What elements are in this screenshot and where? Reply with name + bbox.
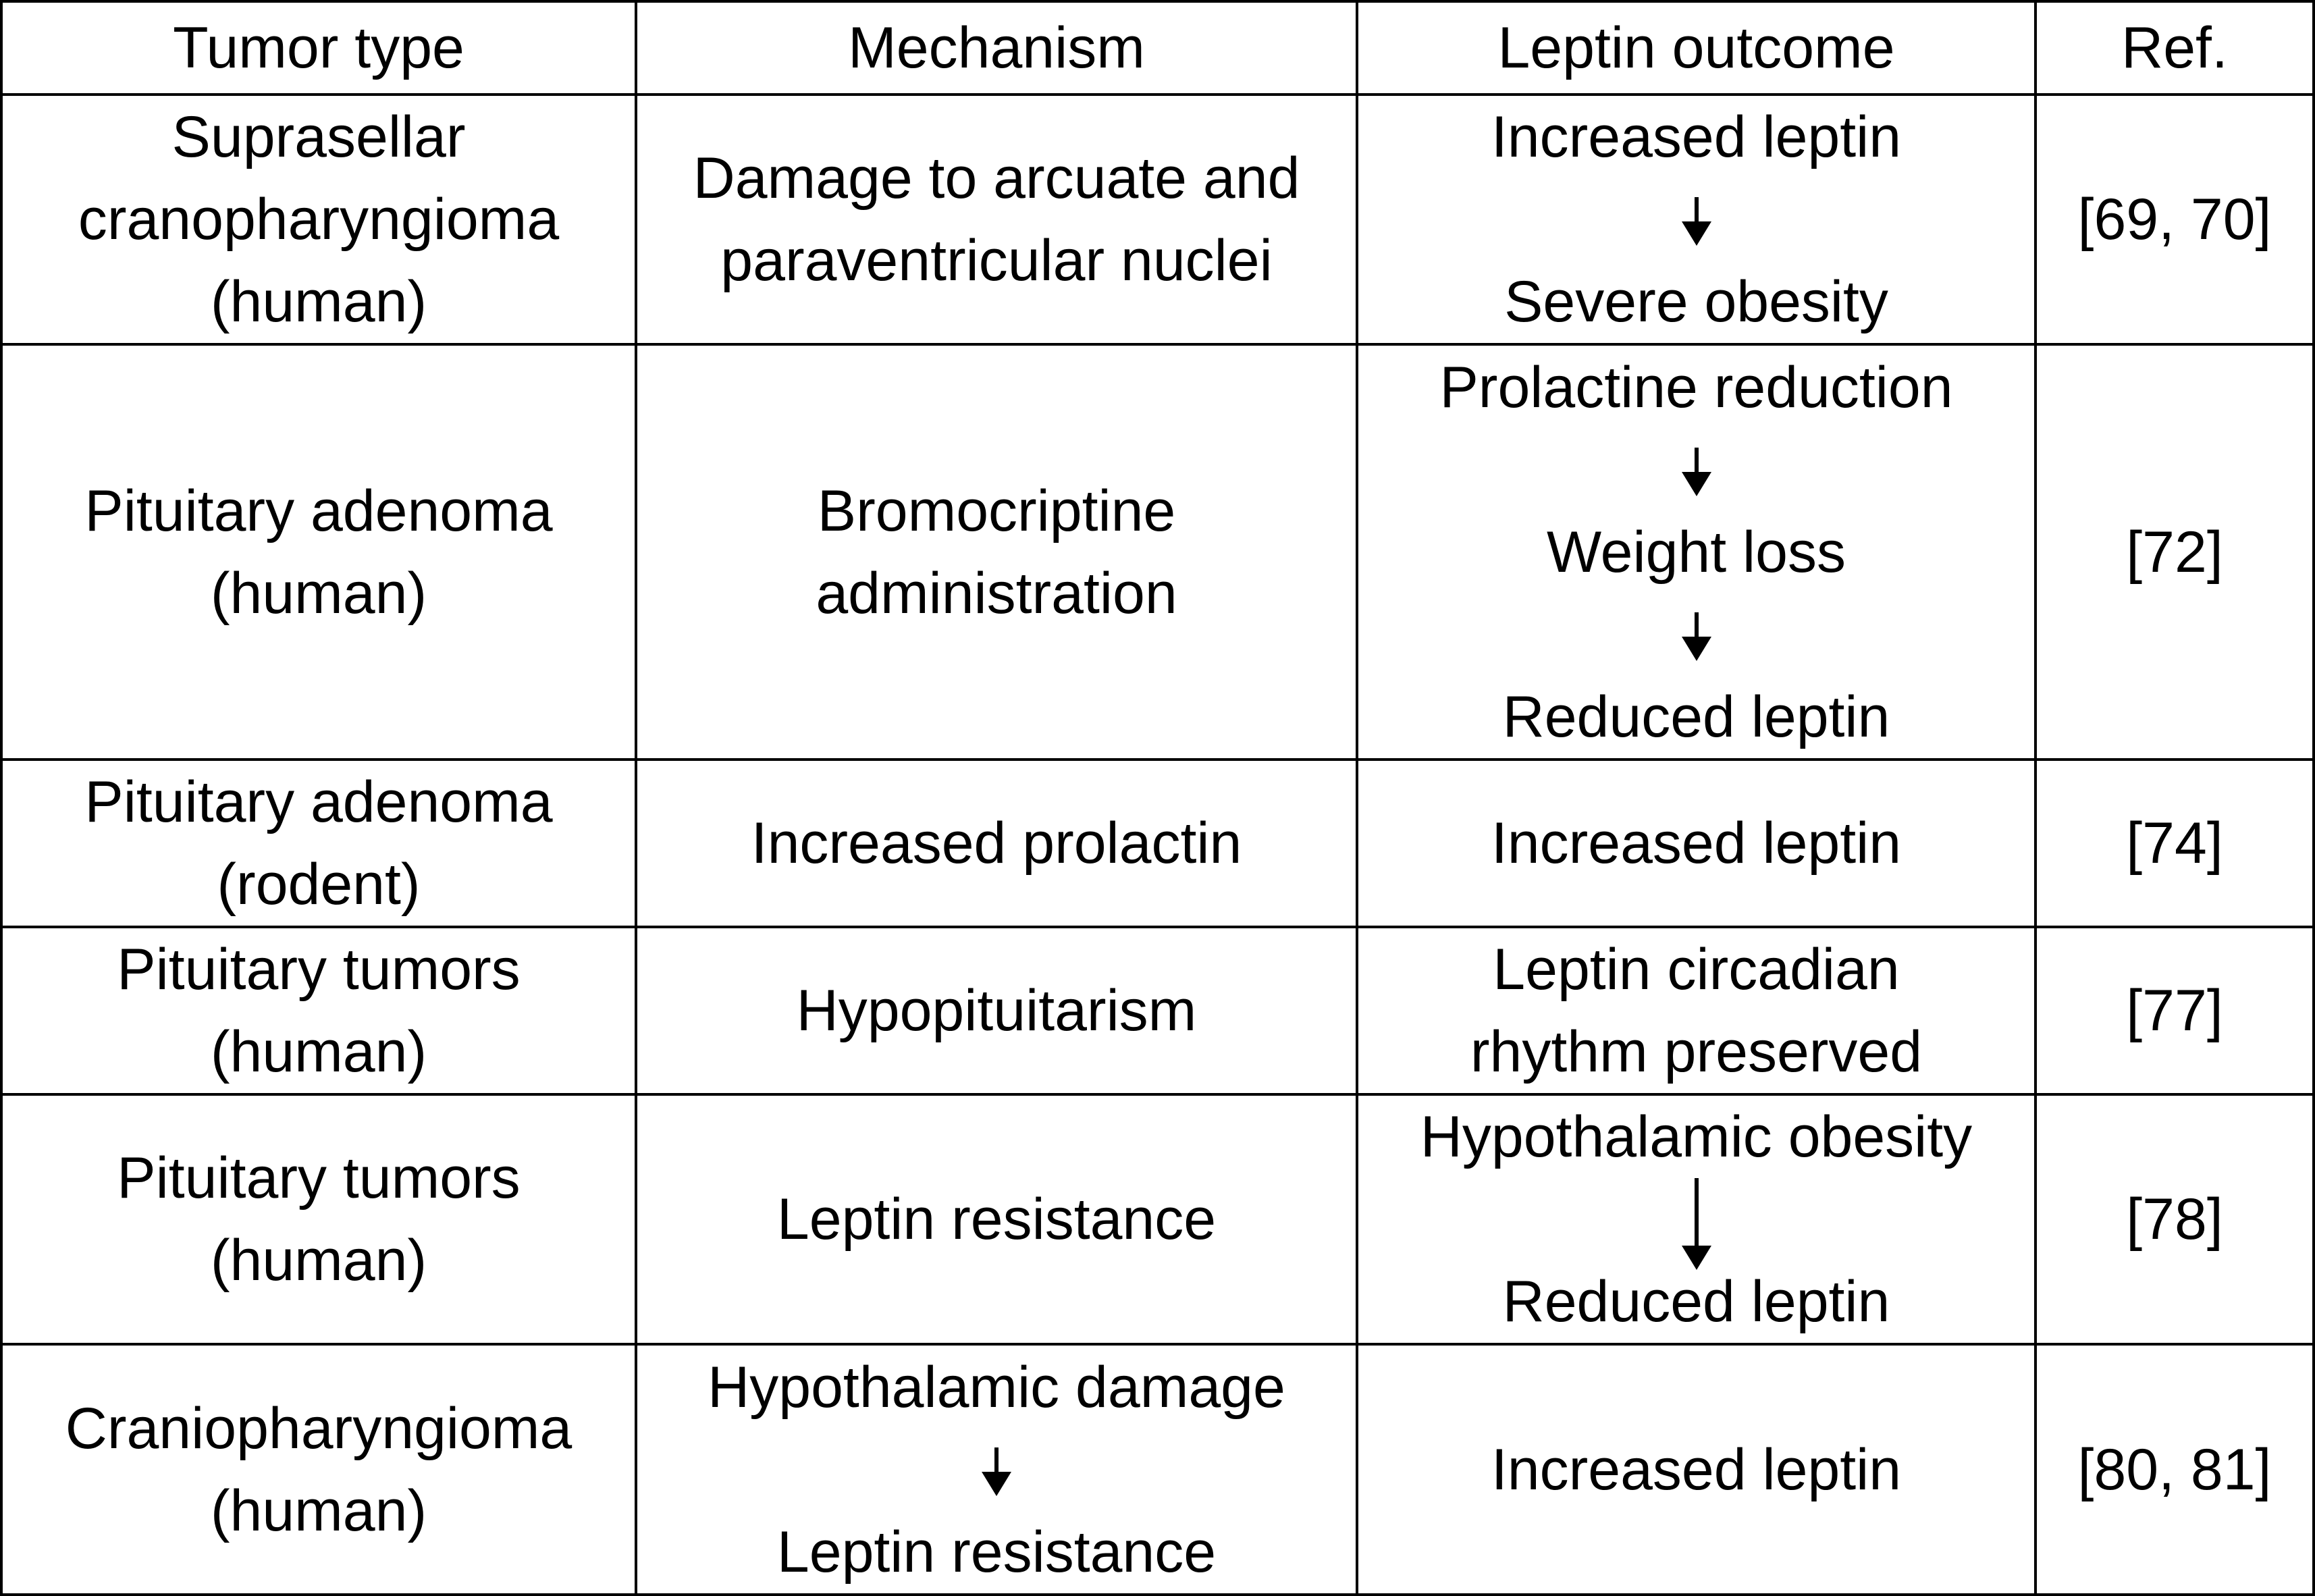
cell-line: Hypothalamic damage bbox=[708, 1354, 1285, 1420]
cell-line: Weight loss bbox=[1547, 519, 1846, 585]
leptin-outcome-cell bbox=[1357, 344, 2035, 760]
leptin-outcome-cell bbox=[1357, 95, 2035, 344]
cell-line: Reduced leptin bbox=[1502, 684, 1890, 749]
arrow-down-icon bbox=[1682, 1178, 1711, 1260]
header-leptin-outcome: Leptin outcome bbox=[1357, 1, 2035, 95]
tumor-type-cell bbox=[1, 760, 636, 927]
cell-line: (human) bbox=[210, 269, 427, 334]
cell-line: Hypopituitarism bbox=[796, 978, 1197, 1043]
mechanism-cell bbox=[636, 1344, 1357, 1595]
arrow-down-icon bbox=[1682, 429, 1711, 511]
mechanism-cell bbox=[636, 95, 1357, 344]
ref-cell: [74] bbox=[2035, 760, 2314, 927]
tumor-type-cell bbox=[1, 344, 636, 760]
cell-line: Reduced leptin bbox=[1502, 1269, 1890, 1334]
cell-line: Pituitary adenoma bbox=[84, 478, 553, 543]
cell-line: (rodent) bbox=[217, 852, 421, 917]
arrow-down-icon bbox=[1682, 178, 1711, 261]
cell-line: Increased leptin bbox=[1491, 1437, 1902, 1502]
cell-line: Leptin circadian bbox=[1493, 937, 1900, 1002]
mechanism-cell bbox=[636, 1094, 1357, 1344]
table-row bbox=[1, 95, 2314, 344]
ref-cell: [77] bbox=[2035, 927, 2314, 1094]
cell-line: Severe obesity bbox=[1504, 269, 1888, 334]
header-ref: Ref. bbox=[2035, 1, 2314, 95]
ref-cell: [69, 70] bbox=[2035, 95, 2314, 344]
table-row bbox=[1, 927, 2314, 1094]
header-tumor-type: Tumor type bbox=[1, 1, 636, 95]
cell-line: Increased leptin bbox=[1491, 105, 1902, 169]
leptin-outcome-cell bbox=[1357, 1344, 2035, 1595]
cell-line: rhythm preserved bbox=[1470, 1019, 1923, 1084]
cell-line: (human) bbox=[210, 1478, 427, 1543]
ref-cell: [72] bbox=[2035, 344, 2314, 760]
table-row bbox=[1, 1344, 2314, 1595]
mechanism-cell bbox=[636, 760, 1357, 927]
cell-line: Pituitary tumors bbox=[117, 1146, 521, 1211]
cell-line: Damage to arcuate and bbox=[693, 146, 1300, 211]
cell-line: Pituitary tumors bbox=[117, 937, 521, 1002]
cell-line: Increased leptin bbox=[1491, 811, 1902, 876]
tumor-type-cell bbox=[1, 927, 636, 1094]
leptin-outcome-cell bbox=[1357, 760, 2035, 927]
header-mechanism: Mechanism bbox=[636, 1, 1357, 95]
cell-line: Craniopharyngioma bbox=[65, 1395, 573, 1461]
cell-line: Prolactine reduction bbox=[1439, 354, 1953, 420]
cell-line: (human) bbox=[210, 1228, 427, 1293]
header-row bbox=[1, 1, 2314, 95]
table-row bbox=[1, 344, 2314, 760]
cell-line: Hypothalamic obesity bbox=[1420, 1105, 1973, 1169]
arrow-down-icon bbox=[1682, 593, 1711, 676]
cell-line: Leptin resistance bbox=[776, 1187, 1217, 1252]
cell-line: cranopharyngioma bbox=[78, 187, 560, 252]
tumor-type-cell bbox=[1, 95, 636, 344]
arrow-down-icon bbox=[982, 1429, 1011, 1511]
cell-line: (human) bbox=[210, 560, 427, 626]
cell-line: Bromocriptine bbox=[817, 478, 1176, 543]
cell-line: Pituitary adenoma bbox=[84, 770, 553, 834]
ref-cell: [78] bbox=[2035, 1094, 2314, 1344]
cell-line: Suprasellar bbox=[171, 105, 466, 169]
mechanism-cell bbox=[636, 927, 1357, 1094]
cell-line: paraventricular nuclei bbox=[720, 228, 1273, 293]
leptin-outcome-cell bbox=[1357, 1094, 2035, 1344]
mechanism-cell bbox=[636, 344, 1357, 760]
cell-line: administration bbox=[816, 560, 1177, 626]
leptin-outcome-cell bbox=[1357, 927, 2035, 1094]
table-row bbox=[1, 760, 2314, 927]
cell-line: Increased prolactin bbox=[751, 811, 1242, 876]
tumor-type-cell bbox=[1, 1344, 636, 1595]
cell-line: Leptin resistance bbox=[776, 1519, 1217, 1585]
ref-cell: [80, 81] bbox=[2035, 1344, 2314, 1595]
tumor-type-cell bbox=[1, 1094, 636, 1344]
cell-line: (human) bbox=[210, 1019, 427, 1084]
table-row bbox=[1, 1094, 2314, 1344]
